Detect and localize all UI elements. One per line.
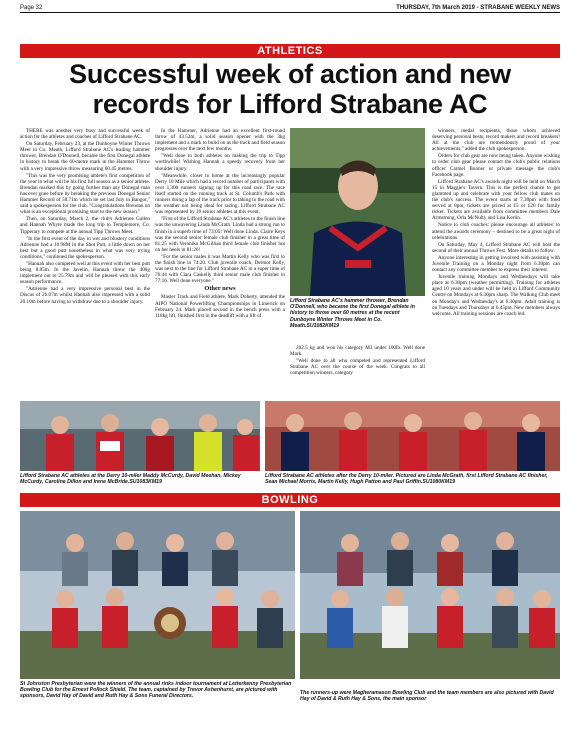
photo-derry-10-miler-group-1 — [20, 401, 260, 471]
photo-caption-derry-group-1: Lifford Strabane AC athletes at the Derry 10-miler Maddy McCurdy, David Meehan, Mickey McCurdy, Caroline Dillon and Irene McBride.SU1083KM19 — [20, 473, 241, 486]
photo-caption-st-johnston: St Johnston Presbyterian were the winners of the annual rinks indoor tournament at Letterkenny Presbyterian Bowling Club for the Ernest Pollock Shield. The team, captained by Trevor Ashenhurst, are pictured with sponsors, David Hay of David and Ruth Hay & Sons Funeral Directors. — [20, 681, 292, 700]
paragraph: Orders for club gear are now being taken. Anyone wishing to order club gear please contact the club's public relations officer Carmel Bonner or private message the club's Facebook page. — [432, 153, 560, 178]
paragraph: On Saturday, May 4, Lifford Strabane AC will host the second of their annual Throws Fest. More details to follow. — [432, 241, 560, 254]
athletics-section-banner: ATHLETICS — [20, 44, 560, 58]
paragraph: "Meanwhile, closer to home at the increasingly popular Derry 10 Mile which had a record number of participants with over 1,300 runners signing up for this road race. The race itself started on the running track at St. Columb's Park with runners doing a lap of the track prior to taking to the road with the weather not being ideal for racing. Lifford Strabane AC was represented by 16 senior athletes at this event. — [155, 172, 285, 216]
page-number: Page 32 — [20, 5, 43, 11]
paragraph: "Adrienne had a very impressive personal best in the Discus of 26.07m whilst Hannah also impressed with a solid 20.10m before having to withdraw due to a shoulder injury. — [20, 286, 150, 305]
photo-st-johnston-illustration — [20, 511, 295, 679]
article-column-1 — [20, 128, 150, 398]
photo-derry-group-1-illustration — [20, 401, 260, 471]
article-column-2 — [155, 128, 285, 398]
paragraph: THERE was another very busy and successful week of action for the athletes and coaches of Lifford Strabane AC. — [20, 128, 150, 141]
paragraph: winners, medal recipients, those whom achieved deserving personal bests, record makers and record breakers! All at the club are tremendously proud of your achievements," added the club spokesperson. — [432, 128, 560, 153]
article-column-3 — [290, 345, 425, 398]
paragraph: Master Track and Field athlete, Mark Doherty, attended the AIPO National Powerlifting Championships in Limerick on February 24. Mark placed second in the bench press with a 118kg lift, finished first in the deadlift with a lift of — [155, 294, 285, 319]
paragraph: "For the senior males it was Martin Kelly who was first to the finish line in 74:20. Club juvenile coach, Dermot Kelly, was next to the line for Lifford Strabane AC in a super time of 76:44 with Ciara Caskelly third senior male club finisher in 77:16. Well done everyone." — [155, 253, 285, 285]
paragraph: "Hannah also competed well at this event with her best putt being 8.85m. In the Javelin, Hannah threw the 400g implement out to 25.79m and will be pleased with this early season performance. — [20, 260, 150, 286]
paragraph: Notice to club coaches: please encourage all athletes' to attend the awards ceremony – destined to be a great night of celebrations. — [432, 222, 560, 241]
publication-line: THURSDAY, 7th March 2019 - STRABANE WEEKLY NEWS — [396, 5, 560, 11]
photo-st-johnston-bowling-team — [20, 511, 295, 679]
paragraph: In the Hammer, Adrienne had an excellent first-round throw of 43.53m, a solid season opener with the 3kg implement and a mark to build on as the track and field season progresses over the next few months. — [155, 128, 285, 153]
paragraph: "In the first event of the day in wet and blustery conditions Adrienne had a 10.98M in the Shot Putt, a little down on her best but a good putt nonetheless in what was very trying conditions," continued the spokesperson. — [20, 235, 150, 260]
subheading-other-news: Other news — [204, 285, 236, 293]
bowling-section-banner: BOWLING — [20, 493, 560, 507]
article-column-4 — [432, 128, 560, 398]
paragraph: Lifford Strabane AC's awards night will be held on March 15 in Maggie's Tavern. This is the perfect chance to get glammed up and celebrate with your fellow club mates on the club's success. The event starts at 7.30pm with food served at 8pm, tickets are priced at £5 or £20 for family ticket. Tickets are available from committee members Dale Armstrong, Orla McNulty and Lisa Kerlin. — [432, 178, 560, 222]
photo-hammer-thrower-illustration — [290, 128, 425, 296]
photo-hammer-thrower — [290, 128, 425, 296]
paragraph: "First of the Lifford Strabane AC's athletes to the finish line was the unwavering Linda McGrath. Linda had a strong run to finish in a superb time of 73:05! Well done Linda. Claire Keys was the second senior female club finisher in a great time of 81:25 with Veronika McGillian third female club finisher hot on her heels in 81:26! — [155, 216, 285, 253]
paragraph: "Well done to both athletes on making the trip to Tipp worthwhile! Wishing Hannah a speedy recovery from her shoulder injury. — [155, 153, 285, 172]
page-header — [20, 3, 560, 13]
photo-caption-hammer-thrower: Lifford Strabane AC's hammer thrower, Brendan O'Donnell, who became the first Donegal athlete in history to throw over 60 metres at the recent Dunboyne Winter Throws Meet in Co. Meath.SU1082KM19 — [290, 298, 415, 329]
photo-caption-derry-group-2: Lifford Strabane AC athletes after the Derry 10-miler. Pictured are Linda McGrath, first Lifford Strabane AC finisher, Sean Michael Morris, Martin Kelly, Hugh Patton and Paul Griffin.SU1080KM19 — [265, 473, 548, 486]
paragraph: Then, on Saturday, March 2, the club's Adrienne Gallen and Hannah Whyte made the long trip to Templemore, Co. Tipperary to compete at the annual Tipp Throws Meet. — [20, 216, 150, 235]
paragraph: On Saturday, February 23, at the Dunboyne Winter Throws Meet in Co. Meath, Lifford Strabane AC's leading hammer thrower, Brendan O'Donnell, became the first Donegal athlete in history to break the 60-metre mark in the Hammer Throw with a very impressive throw measuring 60.45 metres. — [20, 141, 150, 172]
photo-magheramason-illustration — [300, 511, 560, 679]
athletics-headline: Successful week of action and new records for Lifford Strabane AC — [69, 59, 511, 119]
paragraph: Anyone interesting in getting involved with assisting with Juvenile Training on a Monday night from 6.30pm can contact any committee member to express their interest. — [432, 254, 560, 274]
paragraph: Juvenile training Mondays and Wednesdays will take place at 6.30pm (weather permitting). Training for athletes aged 10 years and under will be held in Lifford Community Centre on Mondays at 6.30pm sharp. The Walking Club meet on Monday's and Wednesday's at 6.30pm. Adult training is on Tuesdays and Thursdays at 6.45pm. New members always welcome. All training sessions are coach led. — [432, 274, 560, 317]
paragraph: "Well done to all who competed and represented Lifford Strabane AC over the course of the week. Congrats to all competition winners, category — [290, 358, 425, 377]
paragraph: 202.5 kg and won his category M3 under 100lb. Well done Mark. — [290, 345, 425, 358]
paragraph: "This was the very promising athlete's first competition of the year in what will be his first full season as a senior athlete. Brendan marked this by going further than any Donegal man has ever gone before by breaking the previous Donegal Senior Hammer Record of 58.71m which he set last July in Bangor," said a spokesperson for the club. "Congratulations Brendan on what is an exceptional promising start to the new season." — [20, 172, 150, 216]
photo-derry-10-miler-group-2 — [265, 401, 560, 471]
photo-magheramason-bowling-team — [300, 511, 560, 679]
photo-derry-group-2-illustration — [265, 401, 560, 471]
photo-caption-magheramason: The runners-up were Magheramason Bowling Club and the team members are also pictured with David Hay of David & Ruth Hay & Sons, the main sponsor — [300, 690, 554, 703]
